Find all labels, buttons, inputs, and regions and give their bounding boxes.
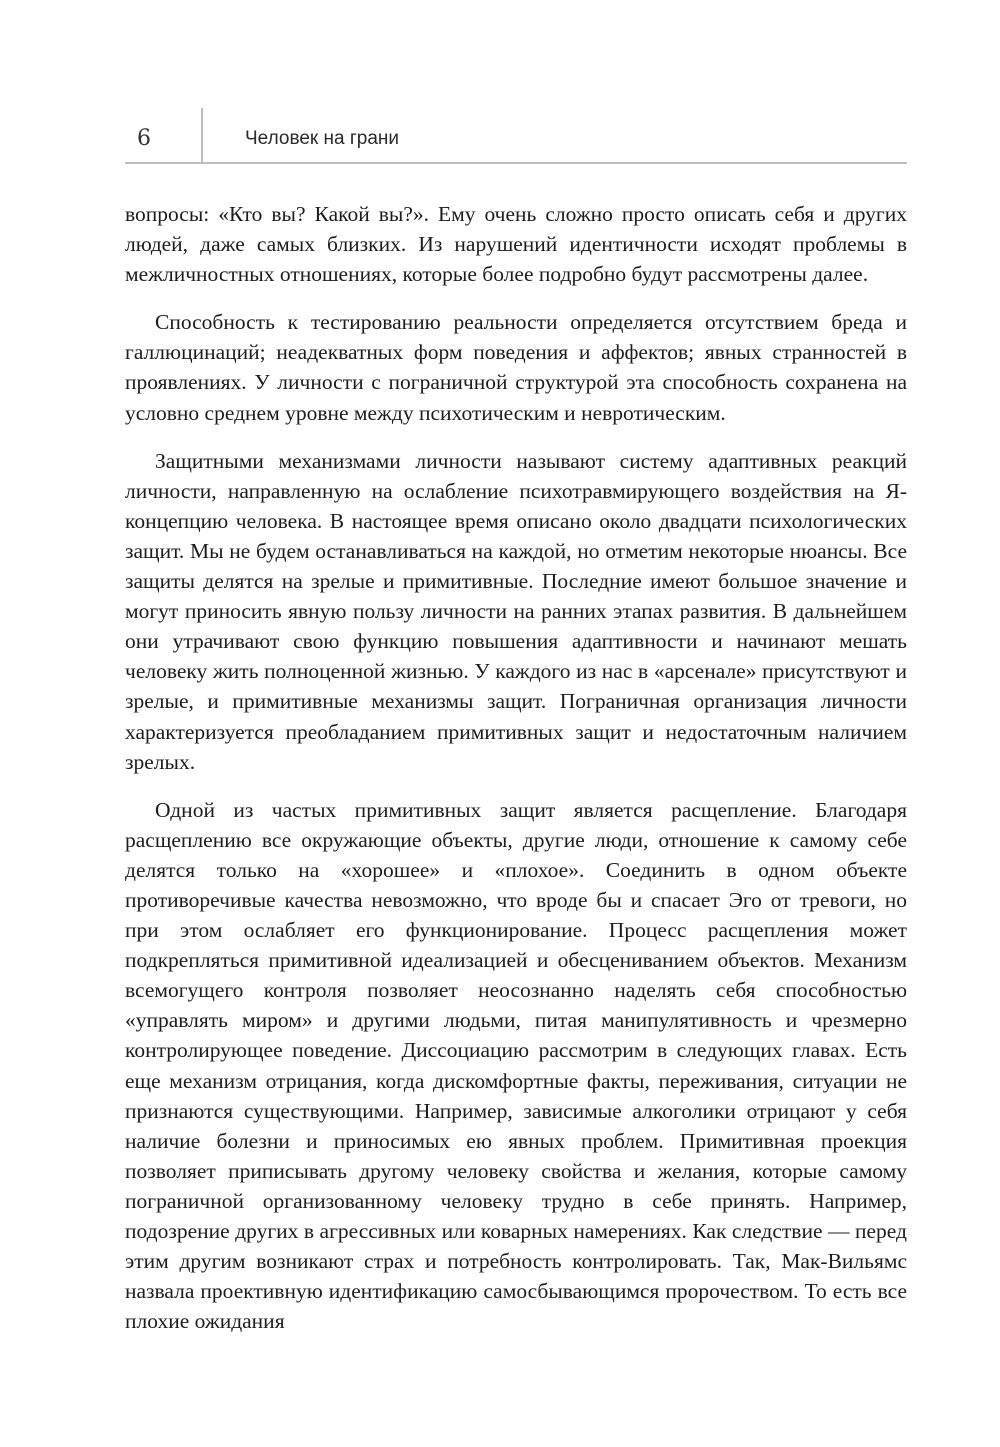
body-text xyxy=(125,199,907,1354)
paragraph-defense-mechanisms: Защитными механизмами личности называют систему адаптивных реакций личности, направленную на ослабление психотравмирующего воздействия на Я-концепцию человека. В настоящее время описано около двадцати психологических защит. Мы не будем останавливаться на каждой, но отметим некоторые нюансы. Все защиты делятся на зрелые и примитивные. Последние имеют большое значение и могут приносить явную пользу личности на ранних этапах развития. В дальнейшем они утрачивают свою функцию повышения адаптивности и начинают мешать человеку жить полноценной жизнью. У каждого из нас в «арсенале» присутствуют и зрелые, и примитивные механизмы защит. Пограничная организация личности характеризуется преобладанием примитивных защит и недостаточным наличием зрелых. xyxy=(125,448,907,774)
running-header xyxy=(125,108,907,164)
paragraph-reality-testing: Способность к тестированию реальности определяется отсутствием бреда и галлюцинаций; неадекватных форм поведения и аффектов; явных странностей в проявлениях. У личности с пограничной структурой эта способность сохранена на условно среднем уровне между психотическим и невротическим. xyxy=(125,310,907,425)
book-title: Человек на грани xyxy=(245,128,400,149)
header-vertical-divider xyxy=(201,108,203,163)
page-number: 6 xyxy=(137,126,151,151)
paragraph-splitting: Одной из частых примитивных защит является расщепление. Благодаря расщеплению все окружающие объекты, другие люди, отношение к самому себе делятся только на «хорошее» и «плохое». Соединить в одном объекте противоречивые качества невозможно, что вроде бы и спасает Эго от тревоги, но при этом ослабляет его функционирование. Процесс расщепления может подкрепляться примитивной идеализацией и обесцениванием объектов. Механизм всемогущего контроля позволяет неосознанно наделять себя способностью «управлять миром» и другими людьми, питая манипулятивность и чрезмерно контролирующее поведение. Диссоциацию рассмотрим в следующих главах. Есть еще механизм отрицания, когда дискомфортные факты, переживания, ситуации не признаются существующими. Например, зависимые алкоголики отрицают у себя наличие болезни и приносимых ею явных проблем. Примитивная проекция позволяет приписывать другому человеку свойства и желания, которые самому пограничной организованному человеку трудно в себе принять. Например, подозрение других в агрессивных или коварных намерениях. Как следствие — перед этим другим возникают страх и потребность контролировать. Так, Мак-Вильямс назвала проективную идентификацию самосбывающимся пророчеством. То есть все плохие ожидания xyxy=(125,797,907,1334)
header-rule xyxy=(125,162,907,164)
paragraph-continuation: вопросы: «Кто вы? Какой вы?». Ему очень сложно просто описать себя и других людей, даже самых близких. Из нарушений идентичности исходят проблемы в межличностных отношениях, которые более подробно будут рассмотрены далее. xyxy=(125,202,907,287)
